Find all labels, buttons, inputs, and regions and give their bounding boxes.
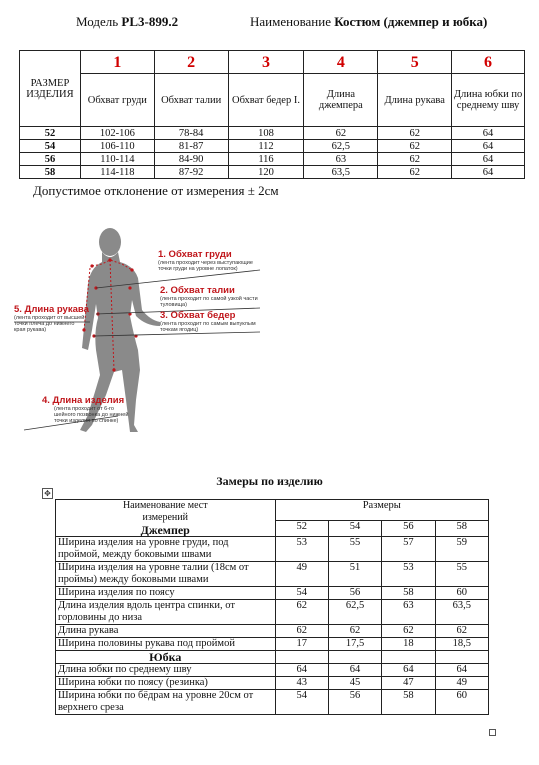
col-number-2: 2 <box>154 51 228 74</box>
model-code: PL3-899.2 <box>121 14 179 29</box>
figure-label-chest: 1. Обхват груди (лента проходит через выступающие точки груди на уровне лопаток) <box>158 249 253 272</box>
table-row <box>56 562 489 587</box>
col-label-sleeve-length: Длина рукава <box>378 74 452 127</box>
measure-value: 18 <box>382 638 435 651</box>
col-number-6: 6 <box>452 51 525 74</box>
measure-value: 60 <box>435 587 488 600</box>
table-row <box>56 677 489 690</box>
measure-table <box>55 499 489 715</box>
measure-value: 56 <box>328 690 381 715</box>
value-cell: 63 <box>304 153 378 166</box>
size-cell: 52 <box>20 127 81 140</box>
value-cell: 84-90 <box>154 153 228 166</box>
size-cell: 58 <box>20 166 81 179</box>
size-row <box>20 153 525 166</box>
value-cell: 116 <box>228 153 304 166</box>
measure-name: Длина рукава <box>56 625 276 638</box>
measure-value: 64 <box>435 664 488 677</box>
value-cell: 102-106 <box>80 127 154 140</box>
value-cell: 114-118 <box>80 166 154 179</box>
table-row <box>56 587 489 600</box>
measure-name: Ширина изделия по поясу <box>56 587 276 600</box>
size-row <box>20 140 525 153</box>
measure-value: 17,5 <box>328 638 381 651</box>
value-cell: 64 <box>452 153 525 166</box>
section-skirt: Юбка <box>56 651 276 664</box>
value-cell: 64 <box>452 127 525 140</box>
measure-value: 58 <box>382 587 435 600</box>
value-cell: 62 <box>378 127 452 140</box>
value-cell: 110-114 <box>80 153 154 166</box>
value-cell: 106-110 <box>80 140 154 153</box>
name-label: Наименование <box>250 14 331 29</box>
size-header-cell: 52 <box>275 521 328 537</box>
measure-value: 62 <box>275 600 328 625</box>
measure-name: Длина изделия вдоль центра спинки, от горловины до низа <box>56 600 276 625</box>
value-cell: 87-92 <box>154 166 228 179</box>
size-header-cell: 54 <box>328 521 381 537</box>
size-row <box>20 166 525 179</box>
section-jumper: Джемпер <box>140 523 190 537</box>
measure-value: 53 <box>382 562 435 587</box>
measure-value: 54 <box>275 690 328 715</box>
value-cell: 64 <box>452 166 525 179</box>
measure-value: 62 <box>382 625 435 638</box>
measure-value: 62 <box>275 625 328 638</box>
table-row <box>56 625 489 638</box>
measure-value: 45 <box>328 677 381 690</box>
size-cell: 56 <box>20 153 81 166</box>
measure-value: 55 <box>328 537 381 562</box>
measure-value: 63 <box>382 600 435 625</box>
measure-name: Ширина изделия на уровне талии (18см от проймы) между боковыми швами <box>56 562 276 587</box>
model-label: Модель <box>76 14 119 29</box>
measure-value: 54 <box>275 587 328 600</box>
measure-value: 62 <box>435 625 488 638</box>
sizes-header: Размеры <box>275 500 488 521</box>
value-cell: 62 <box>378 166 452 179</box>
measure-value: 64 <box>382 664 435 677</box>
measurement-figure <box>10 220 270 465</box>
name-value: Костюм (джемпер и юбка) <box>334 14 488 29</box>
col-label-jumper-length: Длина джемпера <box>304 74 378 127</box>
measure-value: 59 <box>435 537 488 562</box>
name-header: Наименование мест измерений Джемпер <box>56 500 276 537</box>
resize-handle-icon[interactable] <box>489 729 496 736</box>
value-cell: 64 <box>452 140 525 153</box>
measure-table-title: Замеры по изделию <box>216 474 323 488</box>
measure-value: 43 <box>275 677 328 690</box>
table-row <box>56 664 489 677</box>
col-number-1: 1 <box>80 51 154 74</box>
table-row <box>56 537 489 562</box>
col-label-skirt-length: Длина юбки по среднему шву <box>452 74 525 127</box>
measure-value: 58 <box>382 690 435 715</box>
measure-name: Ширина половины рукава под проймой <box>56 638 276 651</box>
size-cell: 54 <box>20 140 81 153</box>
measure-value: 51 <box>328 562 381 587</box>
measure-value: 49 <box>435 677 488 690</box>
size-header: РАЗМЕР ИЗДЕЛИЯ <box>20 51 81 127</box>
model-line <box>76 14 178 30</box>
measure-name: Ширина изделия на уровне груди, под проймой, между боковыми швами <box>56 537 276 562</box>
value-cell: 120 <box>228 166 304 179</box>
value-cell: 62,5 <box>304 140 378 153</box>
measure-value: 64 <box>275 664 328 677</box>
table-row <box>56 600 489 625</box>
value-cell: 62 <box>304 127 378 140</box>
value-cell: 112 <box>228 140 304 153</box>
value-cell: 81-87 <box>154 140 228 153</box>
value-cell: 62 <box>378 153 452 166</box>
measure-value: 60 <box>435 690 488 715</box>
measure-name: Ширина юбки по поясу (резинка) <box>56 677 276 690</box>
tolerance-note: Допустимое отклонение от измерения ± 2см <box>33 183 279 198</box>
measure-value: 55 <box>435 562 488 587</box>
measure-value: 47 <box>382 677 435 690</box>
col-label-hips: Обхват бедер I. <box>228 74 304 127</box>
figure-label-sleeve: 5. Длина рукава (лента проходит от высшей точки плеча до нижнего края рукава) <box>14 304 89 333</box>
figure-label-hips: 3. Обхват бедер (лента проходит по самым выпуклым точкам ягодиц) <box>160 310 256 333</box>
col-number-3: 3 <box>228 51 304 74</box>
measure-value: 63,5 <box>435 600 488 625</box>
measure-value: 57 <box>382 537 435 562</box>
size-header-cell: 56 <box>382 521 435 537</box>
col-label-chest: Обхват груди <box>80 74 154 127</box>
value-cell: 62 <box>378 140 452 153</box>
figure-label-waist: 2. Обхват талии (лента проходит по самой узкой части туловища) <box>160 285 258 308</box>
measure-value: 62,5 <box>328 600 381 625</box>
figure-label-length: 4. Длина изделия (лента проходит от 6-го шейного позвонка до нижней точки изделия по спинке) <box>42 395 129 424</box>
size-header-cell: 58 <box>435 521 488 537</box>
size-row <box>20 127 525 140</box>
value-cell: 63,5 <box>304 166 378 179</box>
col-number-5: 5 <box>378 51 452 74</box>
col-label-waist: Обхват талии <box>154 74 228 127</box>
value-cell: 108 <box>228 127 304 140</box>
move-handle-icon[interactable]: ✥ <box>42 488 53 499</box>
measure-name: Длина юбки по среднему шву <box>56 664 276 677</box>
measure-value: 64 <box>328 664 381 677</box>
measure-value: 56 <box>328 587 381 600</box>
col-number-4: 4 <box>304 51 378 74</box>
table-row <box>56 638 489 651</box>
table-row <box>56 690 489 715</box>
name-line <box>250 14 487 30</box>
value-cell: 78-84 <box>154 127 228 140</box>
measure-value: 17 <box>275 638 328 651</box>
measure-value: 49 <box>275 562 328 587</box>
size-table <box>19 50 525 179</box>
measure-value: 62 <box>328 625 381 638</box>
measure-value: 18,5 <box>435 638 488 651</box>
measure-value: 53 <box>275 537 328 562</box>
measure-name: Ширина юбки по бёдрам на уровне 20см от верхнего среза <box>56 690 276 715</box>
